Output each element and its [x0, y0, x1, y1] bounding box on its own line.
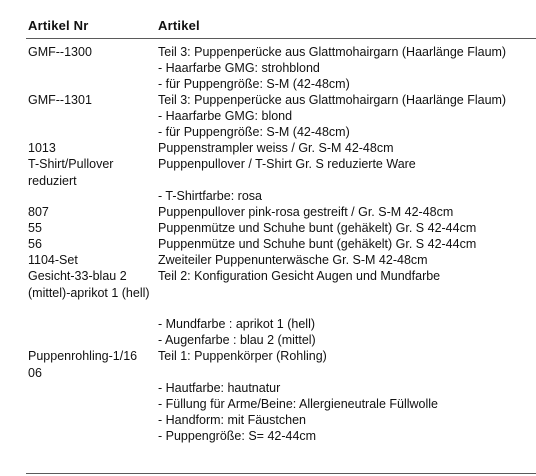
bottom-rule — [26, 473, 536, 474]
table-row — [0, 44, 536, 92]
article-number-cell: T-Shirt/Pullover reduziert — [28, 157, 114, 188]
blank-line — [158, 364, 536, 380]
article-number-cell: 807 — [28, 205, 49, 219]
article-number-cell: 1013 — [28, 141, 56, 155]
article-number-cell: 1104-Set — [28, 253, 78, 267]
description-line: Teil 1: Puppenkörper (Rohling) — [158, 349, 327, 363]
table-row — [0, 220, 536, 236]
description-line: - Puppengröße: S= 42-44cm — [158, 429, 317, 443]
article-number-cell: Gesicht-33-blau 2 (mittel)-aprikot 1 (hell) — [28, 269, 150, 300]
description-line: - für Puppengröße: S-M (42-48cm) — [158, 77, 350, 91]
table-row — [0, 348, 536, 444]
description-line: Puppenpullover / T-Shirt Gr. S reduzierte Ware — [158, 157, 416, 171]
description-line: Zweiteiler Puppenunterwäsche Gr. S-M 42-48cm — [158, 253, 428, 267]
description-line: Puppenmütze und Schuhe bunt (gehäkelt) Gr. S 42-44cm — [158, 237, 477, 251]
description-line: Puppenmütze und Schuhe bunt (gehäkelt) Gr. S 42-44cm — [158, 221, 477, 235]
blank-line — [158, 300, 536, 316]
table-row — [0, 204, 536, 220]
description-line: - Hautfarbe: hautnatur — [158, 381, 281, 395]
article-number-cell: GMF--1300 — [28, 45, 92, 59]
table-row — [0, 92, 536, 140]
article-table-body — [0, 44, 536, 444]
article-number-cell: 55 — [28, 221, 42, 235]
article-description-cell — [158, 204, 536, 220]
article-description-cell — [158, 140, 536, 156]
blank-line — [158, 172, 536, 188]
article-number-cell: Puppenrohling-1/16 06 — [28, 349, 138, 380]
article-number-cell: 56 — [28, 237, 42, 251]
table-row — [0, 252, 536, 268]
table-row — [0, 236, 536, 252]
description-line: - Haarfarbe GMG: blond — [158, 109, 293, 123]
description-line: - T-Shirtfarbe: rosa — [158, 189, 262, 203]
table-row — [0, 140, 536, 156]
article-description-cell — [158, 92, 536, 140]
header-rule — [26, 38, 536, 39]
column-header-article: Artikel — [158, 18, 200, 33]
article-description-cell — [158, 252, 536, 268]
article-description-cell — [158, 236, 536, 252]
description-line: Puppenpullover pink-rosa gestreift / Gr. S-M 42-48cm — [158, 205, 454, 219]
description-line: Teil 3: Puppenperücke aus Glattmohairgarn (Haarlänge Flaum) — [158, 93, 507, 107]
column-header-article-number: Artikel Nr — [28, 18, 89, 33]
description-line: - Mundfarbe : aprikot 1 (hell) — [158, 317, 316, 331]
article-description-cell — [158, 44, 536, 92]
article-description-cell — [158, 348, 536, 444]
blank-line — [158, 284, 536, 300]
article-description-cell — [158, 220, 536, 236]
description-line: Teil 2: Konfiguration Gesicht Augen und Mundfarbe — [158, 269, 441, 283]
description-line: - Haarfarbe GMG: strohblond — [158, 61, 320, 75]
article-description-cell — [158, 156, 536, 204]
description-line: - Augenfarbe : blau 2 (mittel) — [158, 333, 316, 347]
description-line: - Füllung für Arme/Beine: Allergieneutrale Füllwolle — [158, 397, 438, 411]
description-line: Teil 3: Puppenperücke aus Glattmohairgarn (Haarlänge Flaum) — [158, 45, 507, 59]
table-row — [0, 268, 536, 348]
article-description-cell — [158, 268, 536, 348]
description-line: Puppenstrampler weiss / Gr. S-M 42-48cm — [158, 141, 394, 155]
description-line: - für Puppengröße: S-M (42-48cm) — [158, 125, 350, 139]
table-header — [0, 0, 536, 40]
table-row — [0, 156, 536, 204]
article-number-cell: GMF--1301 — [28, 93, 92, 107]
description-line: - Handform: mit Fäustchen — [158, 413, 306, 427]
